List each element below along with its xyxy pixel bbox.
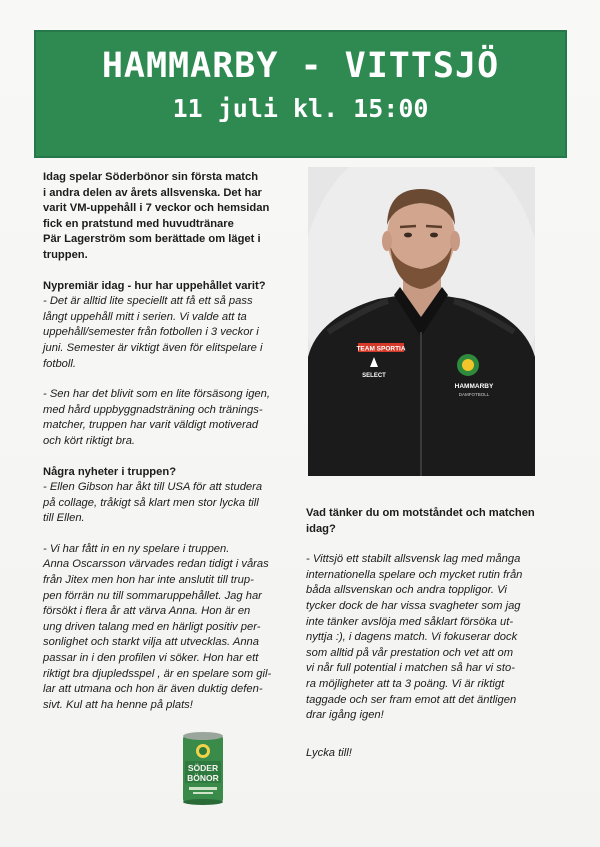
answer-line: långt uppehåll mitt i serien. Vi valde att ta xyxy=(43,310,247,323)
answer-line: fotboll. xyxy=(43,357,76,370)
coach-photo xyxy=(308,167,535,476)
intro-line: fick en pratstund med huvudtränare xyxy=(43,217,234,230)
left-column xyxy=(43,170,288,713)
intro-paragraph xyxy=(43,170,288,264)
answer-line: pen förrän nu till sommaruppehållet. Jag har xyxy=(43,589,262,602)
answer-line: på collage, tråkigt så klart men stor lycka till xyxy=(43,496,259,509)
answer-line: tycker dock de har vissa svagheter som jag xyxy=(306,599,521,612)
answer-line: till Ellen. xyxy=(43,512,85,525)
answer-line: sivt. Kul att ha henne på plats! xyxy=(43,698,193,711)
right-column xyxy=(306,506,546,761)
answer-2b xyxy=(43,542,288,714)
answer-3 xyxy=(306,552,546,724)
answer-1a xyxy=(43,294,288,372)
answer-line: ra möjligheter att ta 3 poäng. Vi är riktigt xyxy=(306,677,505,690)
match-datetime: 11 juli kl. 15:00 xyxy=(172,94,429,123)
answer-line: med hård uppbyggnadsträning och tränings- xyxy=(43,403,263,416)
intro-line: i andra delen av årets allsvenska. Det har xyxy=(43,186,262,199)
answer-line: vi når full potential i matchen så har vi sto- xyxy=(306,662,515,675)
header-banner xyxy=(34,30,567,158)
intro-line: Pär Lagerström som berättade om läget i xyxy=(43,233,261,246)
answer-line: som alltid på vår prestation och vet att om xyxy=(306,646,514,659)
answer-line: - Ellen Gibson har åkt till USA för att studera xyxy=(43,481,263,494)
club-sub-text: DAMFOTBOLL xyxy=(458,392,490,397)
question-line: idag? xyxy=(306,522,336,535)
answer-line: riktigt bra djupledsspel , är en spelare som gil- xyxy=(43,667,272,680)
club-name-text: HAMMARBY xyxy=(454,383,494,390)
answer-line: Anna Oscarsson värvades redan tidigt i våras xyxy=(43,558,269,571)
answer-line: matcher, truppen har varit väldigt motiverad xyxy=(43,419,259,432)
answer-line: och kört riktigt bra. xyxy=(43,434,136,447)
answer-line: försökt i flera år att värva Anna. Hon är en xyxy=(43,605,251,618)
answer-line: nyttja :), i dagens match. Vi fokuserar dock xyxy=(306,631,518,644)
answer-line: båda allsvenskan och andra toppligor. Vi xyxy=(306,584,507,597)
can-text-2: BÖNOR xyxy=(187,773,219,783)
soderbonor-can-logo xyxy=(181,731,225,805)
answer-2a xyxy=(43,480,288,527)
answer-line: - Det är alltid lite speciellt att få ett så pass xyxy=(43,295,253,308)
coach-portrait-illustration xyxy=(308,167,535,476)
can-icon xyxy=(181,731,225,805)
answer-line: passar in i den profilen vi söker. Hon har ett xyxy=(43,652,259,665)
brand-text: SELECT xyxy=(362,373,386,379)
sponsor-text: TEAM SPORTIA xyxy=(356,345,406,353)
answer-line: inte tänker avslöja med såklart försöka ut- xyxy=(306,615,514,628)
answer-line: uppehåll/semester från fotbollen i 3 veckor i xyxy=(43,326,259,339)
answer-line: - Vi har fått in en ny spelare i truppen. xyxy=(43,542,230,555)
answer-line: taggade och ser fram emot att det äntligen xyxy=(306,693,517,706)
can-text-1: SÖDER xyxy=(187,763,219,773)
intro-line: truppen. xyxy=(43,248,88,261)
signoff: Lycka till! xyxy=(306,746,352,759)
answer-1b xyxy=(43,387,288,449)
answer-line: ung driven talang med en härligt positiv per- xyxy=(43,620,261,633)
answer-line: - Sen har det blivit som en lite försäsong igen, xyxy=(43,388,270,401)
question-line: Vad tänker du om motståndet och matchen xyxy=(306,507,535,519)
answer-line: lar att utmana och hon är även duktig defen- xyxy=(43,683,263,696)
answer-line: internationella spelare och mycket rutin från xyxy=(306,568,523,581)
intro-line: Idag spelar Söderbönor sin första match xyxy=(43,171,259,183)
answer-line: drar igång igen! xyxy=(306,709,384,722)
answer-line: sonlighet och starkt vilja att utvecklas. Anna xyxy=(43,636,259,649)
question-3 xyxy=(306,506,546,537)
question-2: Några nyheter i truppen? xyxy=(43,465,177,478)
match-title: HAMMARBY - VITTSJÖ xyxy=(101,46,500,86)
question-1: Nypremiär idag - hur har uppehållet varit? xyxy=(43,279,266,292)
answer-line: från Jitex men hon har inte anslutit till trup- xyxy=(43,574,254,587)
answer-line: - Vittsjö ett stabilt allsvensk lag med många xyxy=(306,553,521,566)
intro-line: varit VM-uppehåll i 7 veckor och hemsidan xyxy=(43,202,270,215)
answer-line: juni. Semester är viktigt även för elitspelare i xyxy=(43,341,263,354)
